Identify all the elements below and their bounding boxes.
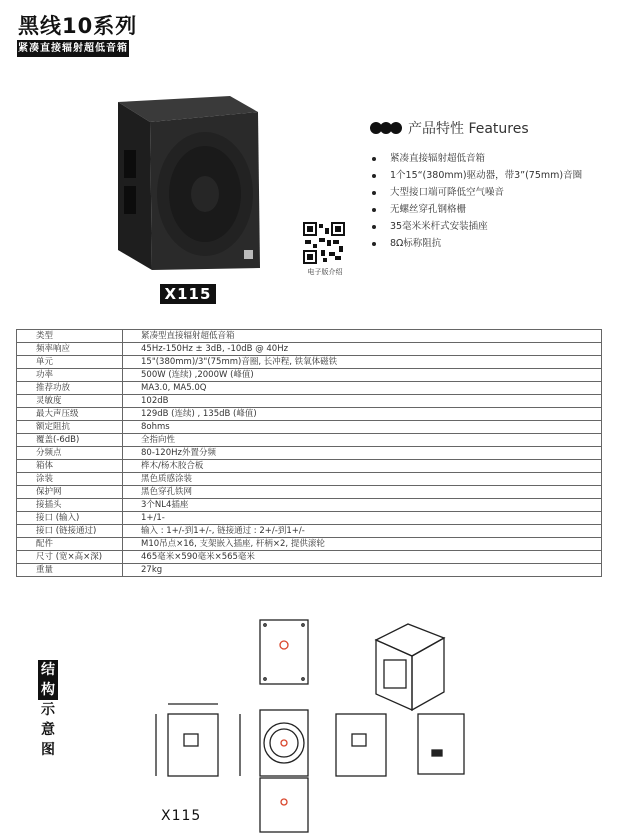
spec-key: 尺寸 (宽×高×深)	[17, 551, 123, 564]
table-row	[17, 421, 602, 434]
qr-code[interactable]	[303, 222, 345, 264]
spec-value: 输入 : 1+/-到1+/-, 链接通过 : 2+/-到1+/-	[123, 525, 602, 538]
spec-value: 8ohms	[123, 421, 602, 434]
speaker-photo	[110, 90, 266, 275]
spec-value: 80-120Hz外置分频	[123, 447, 602, 460]
spec-value: 黑色质感涂装	[123, 473, 602, 486]
spec-key: 功率	[17, 369, 123, 382]
spec-key: 覆盖(-6dB)	[17, 434, 123, 447]
table-row	[17, 356, 602, 369]
spec-key: 接口 (输入)	[17, 512, 123, 525]
subtitle-banner: 紧凑直接辐射超低音箱	[17, 40, 129, 57]
top-view	[260, 620, 308, 684]
front-view	[260, 710, 308, 776]
table-row	[17, 525, 602, 538]
spec-value: 15"(380mm)/3"(75mm)音圈, 长冲程, 铁氧体磁铁	[123, 356, 602, 369]
model-badge: X115	[160, 284, 216, 304]
spec-value: 465毫米×590毫米×565毫米	[123, 551, 602, 564]
features-title: 产品特性 Features	[408, 121, 529, 137]
decorative-dots-icon	[370, 122, 400, 134]
bullet-icon	[372, 157, 376, 161]
table-row	[17, 473, 602, 486]
spec-key: 接口 (链接通过)	[17, 525, 123, 538]
spec-value: 129dB (连续) , 135dB (峰值)	[123, 408, 602, 421]
table-row	[17, 369, 602, 382]
series-title: 黑线10系列	[18, 14, 138, 38]
spec-table	[16, 329, 602, 577]
table-row	[17, 538, 602, 551]
feature-item: 35毫米米杆式安装插座	[372, 218, 582, 235]
table-row	[17, 499, 602, 512]
rear-view	[418, 714, 464, 774]
structure-model-label: X115	[161, 808, 202, 824]
spec-value: 黑色穿孔铁网	[123, 486, 602, 499]
spec-key: 单元	[17, 356, 123, 369]
table-row	[17, 564, 602, 577]
spec-key: 保护网	[17, 486, 123, 499]
spec-value: 3个NL4插座	[123, 499, 602, 512]
structure-drawings	[140, 610, 480, 834]
table-row	[17, 460, 602, 473]
spec-key: 涂装	[17, 473, 123, 486]
table-row	[17, 343, 602, 356]
spec-key: 重量	[17, 564, 123, 577]
spec-key: 接插头	[17, 499, 123, 512]
spec-key: 额定阻抗	[17, 421, 123, 434]
side-view-right	[336, 714, 386, 776]
table-row	[17, 382, 602, 395]
spec-value: 桦木/杨木胶合板	[123, 460, 602, 473]
table-row	[17, 434, 602, 447]
spec-key: 最大声压级	[17, 408, 123, 421]
table-row	[17, 512, 602, 525]
spec-value: M10吊点×16, 支架嵌入插座, 杆柄×2, 提供滚轮	[123, 538, 602, 551]
spec-value: 全指向性	[123, 434, 602, 447]
table-row	[17, 408, 602, 421]
spec-value: 500W (连续) ,2000W (峰值)	[123, 369, 602, 382]
structure-label: 结 构 示 意 图	[38, 660, 58, 760]
side-view-left	[168, 714, 218, 776]
spec-value: 102dB	[123, 395, 602, 408]
feature-list	[372, 150, 582, 252]
spec-key: 推荐功放	[17, 382, 123, 395]
bullet-icon	[372, 191, 376, 195]
spec-key: 类型	[17, 330, 123, 343]
feature-item: 无螺丝穿孔钢格栅	[372, 201, 582, 218]
isometric-view	[376, 624, 444, 656]
spec-key: 分频点	[17, 447, 123, 460]
table-row	[17, 551, 602, 564]
bullet-icon	[372, 174, 376, 178]
spec-value: MA3.0, MA5.0Q	[123, 382, 602, 395]
feature-item: 紧凑直接辐射超低音箱	[372, 150, 582, 167]
features-heading	[370, 116, 529, 140]
spec-key: 灵敏度	[17, 395, 123, 408]
feature-item: 1个15“(380mm)驱动器，带3”(75mm)音圈	[372, 167, 582, 184]
qr-caption: 电子版介绍	[307, 268, 343, 276]
feature-item: 大型接口端可降低空气噪音	[372, 184, 582, 201]
spec-value: 紧凑型直接辐射超低音箱	[123, 330, 602, 343]
table-row	[17, 447, 602, 460]
spec-value: 45Hz-150Hz ± 3dB, -10dB @ 40Hz	[123, 343, 602, 356]
table-row	[17, 395, 602, 408]
bullet-icon	[372, 225, 376, 229]
spec-value: 1+/1-	[123, 512, 602, 525]
feature-item: 8Ω标称阻抗	[372, 235, 582, 252]
spec-key: 频率响应	[17, 343, 123, 356]
table-row	[17, 486, 602, 499]
spec-key: 配件	[17, 538, 123, 551]
spec-value: 27kg	[123, 564, 602, 577]
bullet-icon	[372, 242, 376, 246]
spec-key: 箱体	[17, 460, 123, 473]
table-row	[17, 330, 602, 343]
bullet-icon	[372, 208, 376, 212]
